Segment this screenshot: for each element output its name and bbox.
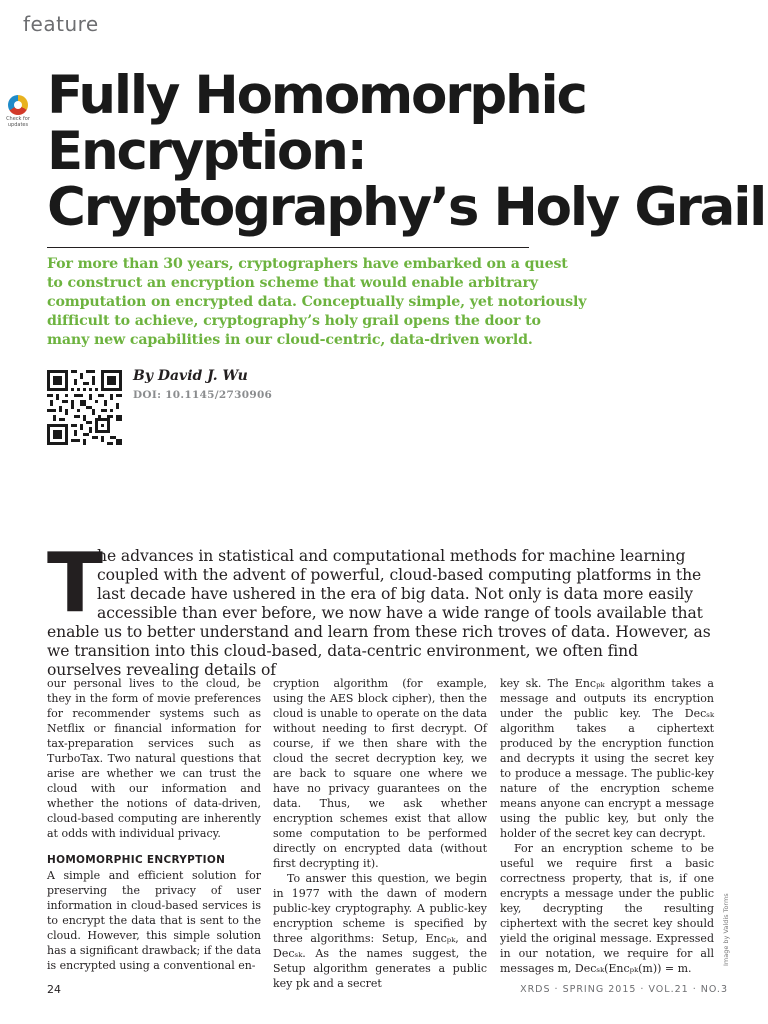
col3-paragraph-2: For an encryption scheme to be useful we require first a basic correctness property, that is, if one encrypts a message under the public key, decrypting the resulting ciphertext with the secret key should yield the original message. Expressed in our notation, we require for all messages m, Decₛₖ(Encₚₖ(m)) = m. [500,842,714,975]
crossmark-label: Check for updates [6,116,30,128]
body-column-1 [47,676,261,973]
article-headline [47,65,766,238]
section-subhead: HOMOMORPHIC ENCRYPTION [47,854,226,866]
col2-paragraph-1: cryption algorithm (for example, using the AES block cipher), then the cloud is unable to operate on the data without needing to first decrypt. Of course, if we then share with the cloud the secret decryption key, we are back to square one where we have no privacy guarantees on the data. Thus, we ask whether encryption schemes exist that allow some computation to be performed directly on encrypted data (without first decrypting it). [273,677,487,870]
crossmark-badge[interactable] [3,95,33,127]
crossmark-icon [8,95,28,115]
col1-paragraph-2: A simple and efficient solution for preserving the privacy of user information in cloud-based services is to encrypt the data that is sent to the cloud. However, this simple solution has a significant drawback; if the data is encrypted using a conventional en- [47,869,261,972]
section-label: feature [23,12,99,36]
headline-line-3: Cryptography’s Holy Grail [47,177,766,238]
qr-code-icon[interactable] [47,370,122,445]
headline-rule [47,247,529,248]
author-byline: By David J. Wu [133,368,248,384]
image-credit: Image by Valdis Torms [722,893,730,966]
lead-text: he advances in statistical and computational methods for machine learning coupled with the advent of powerful, cloud-based computing platforms in the last decade have ushered in the era of big data. Not only is data more easily accessible than ever before, we now have a wide range of tools available that enable us to better understand and learn from these rich troves of data. However, as we transition into this cloud-based, data-centric environment, we often find ourselves revealing details of [47,547,711,679]
body-column-2 [273,676,487,991]
col2-paragraph-2: To answer this question, we begin in 1977 with the dawn of modern public-key cryptography. A public-key encryption scheme is specified by three algorithms: Setup, Encₚₖ, and Decₛₖ. As the names suggest, the Setup algorithm generates a public key pk and a secret [273,872,487,990]
headline-line-2: Encryption: [47,121,366,182]
headline-line-1: Fully Homomorphic [47,65,586,126]
issue-info: XRDS · SPRING 2015 · VOL.21 · NO.3 [520,984,728,995]
doi-link[interactable]: DOI: 10.1145/2730906 [133,389,273,401]
body-column-3 [500,676,714,976]
standfirst: For more than 30 years, cryptographers have embarked on a quest to construct an encryption scheme that would enable arbitrary computation on encrypted data. Conceptually simple, yet notoriously difficult to achieve, cryptography’s holy grail opens the door to many new capabilities in our cloud-centric, data-driven world. [47,256,587,348]
page-number: 24 [47,983,61,996]
lead-paragraph [47,536,713,680]
drop-cap: T [47,536,103,631]
col1-paragraph-1: our personal lives to the cloud, be they in the form of movie preferences for recommender systems such as Netflix or financial information for tax-preparation services such as TurboTax. Two natural questions that arise are whether we can trust the cloud with our information and whether the notions of data-driven, cloud-based computing are inherently at odds with individual privacy. [47,677,261,840]
col3-paragraph-1: key sk. The Encₚₖ algorithm takes a message and outputs its encryption under the public key. The Decₛₖ algorithm takes a ciphertext produced by the encryption function and decrypts it using the secret key to produce a message. The public-key nature of the encryption scheme means anyone can encrypt a message using the public key, but only the holder of the secret key can decrypt. [500,677,714,840]
